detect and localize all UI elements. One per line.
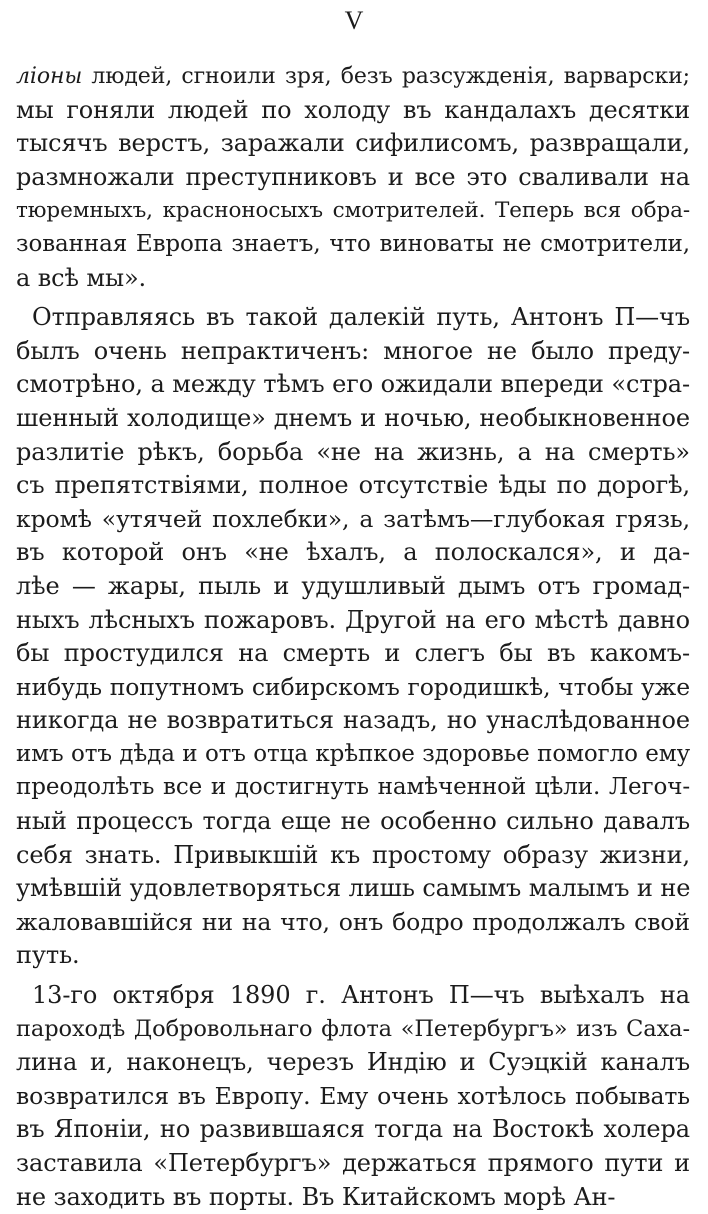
- text-line: [16, 335, 690, 369]
- text-line: [16, 503, 690, 537]
- line-text: никогда не возвратиться назадъ, но унаслѣдованное: [16, 706, 690, 735]
- line-text: имъ отъ дѣда и отъ отца крѣпкое здоровье помогло ему: [16, 740, 690, 767]
- text-line: [16, 436, 690, 470]
- line-text: жаловавшійся ни на что, онъ бодро продолжалъ свой: [16, 907, 690, 936]
- paragraph: [16, 60, 690, 295]
- line-text: бы простудился на смерть и слегъ бы въ какомъ-: [16, 639, 690, 668]
- line-text: себя знать. Привыкшій къ простому образу жизни,: [16, 840, 690, 869]
- text-line: [16, 1046, 690, 1080]
- text-line: [16, 872, 690, 906]
- text-line: [16, 671, 690, 705]
- text-line: [16, 94, 690, 128]
- line-text: нибудь попутномъ сибирскомъ городишкѣ, чтобы уже: [16, 672, 690, 701]
- paragraph: [16, 301, 690, 973]
- line-text: былъ очень непрактиченъ: многое не было преду-: [16, 336, 690, 365]
- text-line: [16, 839, 690, 873]
- text-line: [16, 1013, 690, 1047]
- line-text: ный процессъ тогда еще не особенно сильно давалъ: [16, 807, 690, 836]
- line-text: зованная Европа знаетъ, что виноваты не смотрители,: [16, 230, 690, 257]
- text-line: [16, 1147, 690, 1181]
- line-text: преодолѣть все и достигнуть намѣченной цѣли. Легоч-: [16, 774, 690, 801]
- line-text: мы гоняли людей по холоду въ кандалахъ десятки: [16, 95, 690, 124]
- line-text: смотрѣно, а между тѣмъ его ожидали впереди «стра-: [16, 370, 690, 399]
- text-line: [16, 1113, 690, 1147]
- text-line: [16, 127, 690, 161]
- text-line: [16, 228, 690, 262]
- line-text: лина и, наконецъ, черезъ Индію и Суэцкій каналъ: [16, 1048, 690, 1077]
- line-text: заставила «Петербургъ» держаться прямого пути и: [16, 1149, 690, 1177]
- text-line: [16, 1181, 690, 1214]
- text-line: [16, 738, 690, 772]
- line-text: умѣвшій удовлетворяться лишь самымъ малымъ и не: [16, 874, 691, 903]
- text-line: [16, 161, 690, 195]
- line-text: людей, сгноили зря, безъ разсужденія, варварски;: [82, 64, 690, 89]
- line-text: шенный холодище» днемъ и ночью, необыкновенное: [16, 403, 690, 432]
- line-text: разлитіе рѣкъ, борьба «не на жизнь, а на смерть»: [16, 437, 690, 466]
- text-line: [16, 536, 690, 570]
- line-text: тысячъ верстъ, заражали сифилисомъ, развращали,: [16, 129, 690, 158]
- text-line: [16, 939, 690, 973]
- line-text: 13-го октября 1890 г. Антонъ П—чъ выѣхалъ на: [32, 981, 690, 1010]
- text-line: [16, 570, 690, 604]
- line-text: а всѣ мы».: [16, 263, 147, 292]
- line-text: Отправляясь въ такой далекій путь, Антонъ П—чъ: [32, 303, 690, 332]
- text-line: [16, 469, 690, 503]
- text-line: [16, 704, 690, 738]
- text-line: [16, 906, 690, 940]
- line-text: пароходѣ Добровольнаго флота «Петербургъ» изъ Саха-: [16, 1015, 690, 1042]
- text-line: [16, 805, 690, 839]
- text-line: [16, 194, 690, 228]
- line-text: въ которой онъ «не ѣхалъ, а полоскался», и да-: [16, 538, 690, 567]
- line-text: возвратился въ Европу. Ему очень хотѣлось побывать: [16, 1081, 690, 1110]
- text-line: [16, 368, 690, 402]
- text-line: [16, 979, 690, 1013]
- text-line: [16, 262, 690, 296]
- line-text: путь.: [16, 941, 80, 970]
- line-text: съ препятствіями, полное отсутствіе ѣды по дорогѣ,: [16, 471, 690, 500]
- text-line: [16, 604, 690, 638]
- line-text: размножали преступниковъ и все это сваливали на: [16, 162, 690, 191]
- line-text: тюремныхъ, красноносыхъ смотрителей. Теперь вся обра-: [16, 198, 690, 224]
- text-line: [16, 60, 690, 94]
- line-text: лѣе — жары, пыль и удушливый дымъ отъ громад-: [16, 571, 690, 600]
- line-text: кромѣ «утячей похлебки», а затѣмъ—глубокая грязь,: [16, 504, 690, 533]
- line-text: ныхъ лѣсныхъ пожаровъ. Другой на его мѣстѣ давно: [16, 605, 690, 634]
- body-text: [16, 60, 690, 1214]
- page-number: V: [344, 6, 364, 35]
- text-line: [16, 637, 690, 671]
- italic-word: ліоны: [16, 64, 83, 89]
- text-line: [16, 1080, 690, 1114]
- text-line: [16, 402, 690, 436]
- paragraph: [16, 979, 690, 1214]
- line-text: въ Японіи, но развившаяся тогда на Востокѣ холера: [16, 1115, 690, 1144]
- line-text: не заходить въ порты. Въ Китайскомъ морѣ Ан-: [16, 1182, 616, 1211]
- text-line: [16, 301, 690, 335]
- text-line: [16, 771, 690, 805]
